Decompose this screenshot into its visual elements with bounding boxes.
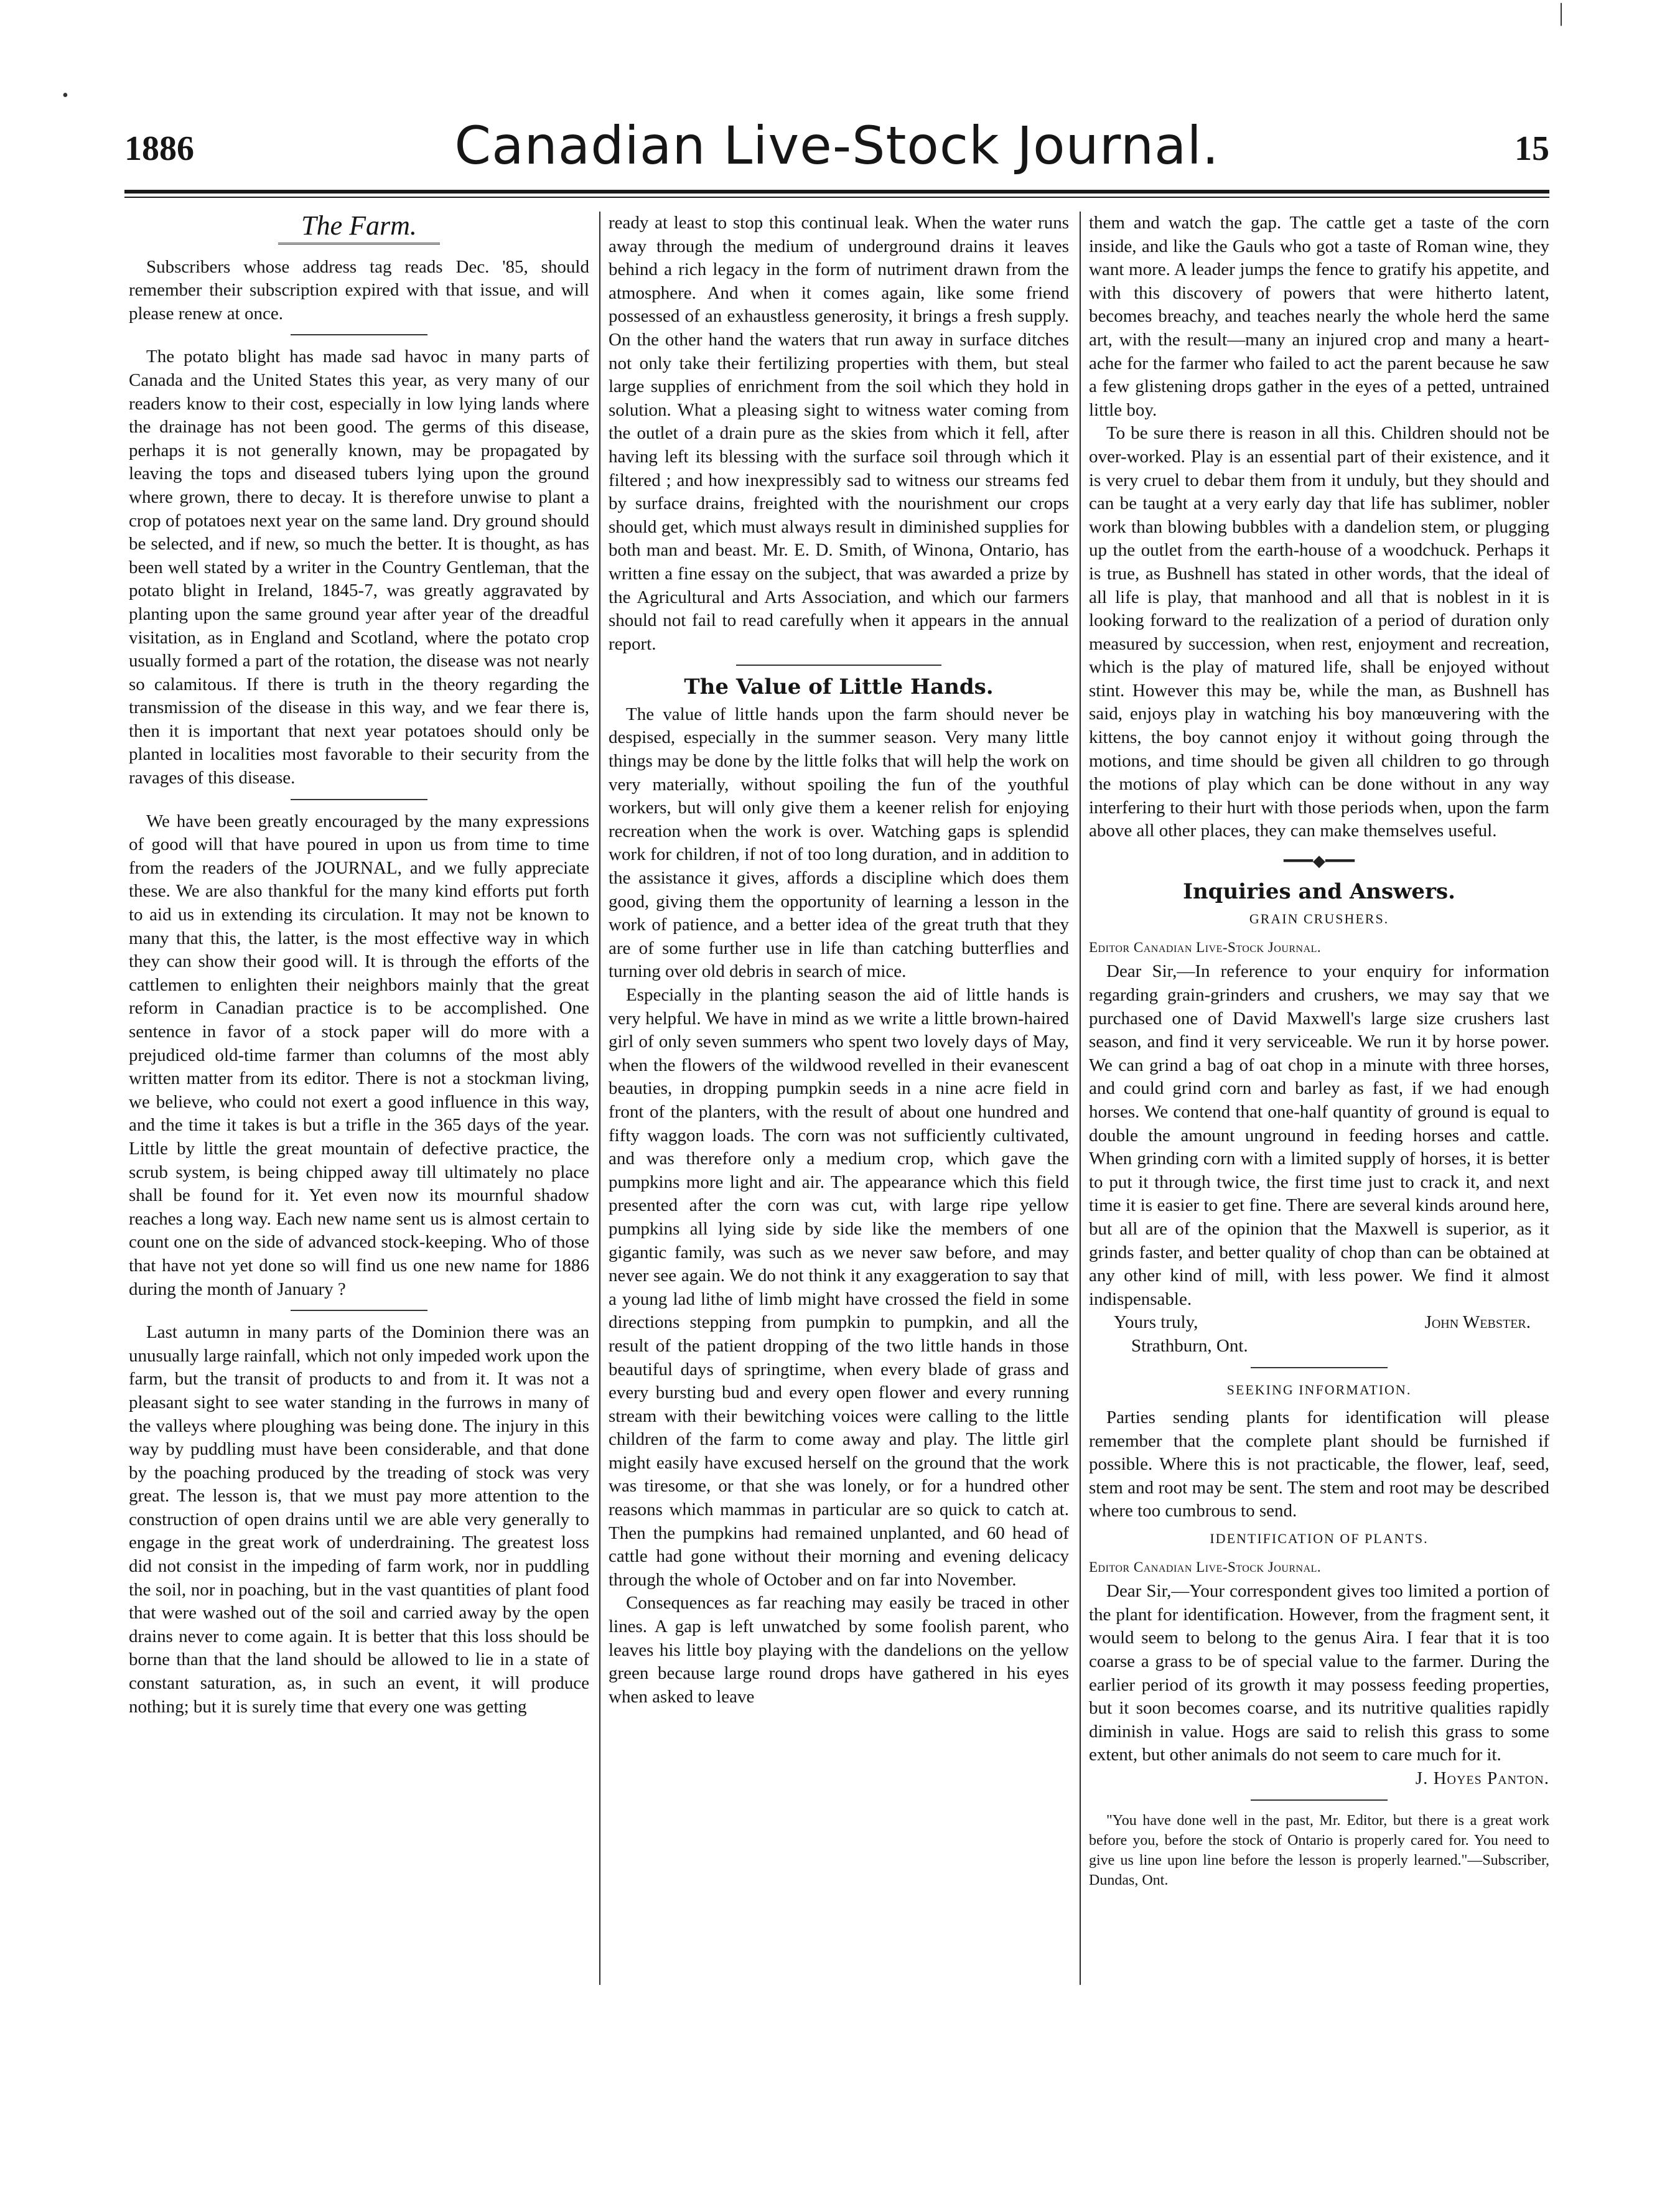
letter-place: Strathburn, Ont. (1131, 1335, 1248, 1356)
journal-title: Canadian Live-Stock Journal. (454, 115, 1220, 176)
signature-line (1089, 1311, 1549, 1335)
section-title: The Farm. (301, 210, 417, 241)
paragraph-rule (291, 334, 427, 335)
paragraph-rule (1251, 1799, 1388, 1801)
letter-closing: Yours truly, (1114, 1312, 1198, 1333)
margin-dot: • (62, 86, 68, 105)
ornament-divider: ━━━◆━━━ (1284, 852, 1355, 870)
page-number: 15 (1515, 129, 1549, 168)
paragraph-rule (291, 799, 427, 800)
heading-little-hands: The Value of Little Hands. (684, 674, 994, 700)
letter-addressee: Editor Canadian Live-Stock Journal. (1089, 939, 1322, 955)
letter-signature: J. Hoyes Panton. (1415, 1768, 1549, 1788)
column-right (1089, 212, 1549, 1890)
column-middle (609, 212, 1069, 1709)
letter-body: Dear Sir,—Your correspondent gives too limited a portion of the plant for identification. However, from the fragment sent, it would seem to belong to the genus Aira. I fear that it is too coarse a grass to be of special value to the farmer. During the earlier period of its growth it may possess feeding properties, but it soon becomes coarse, and its nutritive qualities rapidly diminish in value. Hogs are said to relish this grass to some extent, but other animals do not seem to care much for it. (1089, 1581, 1549, 1765)
article-little-hands-3: Consequences as far reaching may easily be traced in other lines. A gap is left unwatched by some foolish parent, who leaves his little boy playing with the dandelions on the yellow green because large round drops have gathered in his eyes when asked to leave (609, 1593, 1069, 1707)
header-rule (124, 190, 1549, 194)
header-year: 1886 (124, 129, 194, 168)
heading-inquiries: Inquiries and Answers. (1183, 879, 1455, 904)
article-play-reason: To be sure there is reason in all this. Children should not be over-worked. Play is an essential part of their existence, and it is very cruel to debar them from it unduly, but they should and can be taught at a very early day that life has sublimer, nobler work than blowing bubbles with a dandelion stem, or plugging up the outlet from the earth-house of a woodchuck. Perhaps it is true, as Bushnell has stated in other words, that the ideal of all life is play, that manhood and all that is noblest in it is looking forward to the realization of a period of duration only measured by succession, when rest, enjoyment and recreation, which is the play of matured life, shall be enjoyed without stint. However this may be, while the man, as Bushnell has said, enjoys play in watching his boy manœuvering with the kittens, the boy cannot enjoy it without going through the motions, and time should be given all children to go through the motions of play which can be done without in any way interfering to their hurt with those periods when, upon the farm above all other places, they can make themselves useful. (1089, 423, 1549, 841)
paragraph-rule (736, 665, 941, 666)
article-potato-blight: The potato blight has made sad havoc in many parts of Canada and the United States this year, as very many of our readers know to their cost, especially in low lying lands where the drainage has not been good. The germs of this disease, perhaps it is not generally known, may be propagated by leaving the tops and diseased tubers lying upon the ground where grown, there to decay. It is therefore unwise to plant a crop of potatoes next year on the same land. Dry ground should be selected, and if new, so much the better. It is thought, as has been well stated by a writer in the Country Gentleman, that the potato blight in Ireland, 1845-7, was greatly aggravated by planting upon the same ground year after year of the dreadful visitation, as in England and Scotland, where the potato crop usually formed a part of the rotation, the disease was not nearly so calamitous. If there is truth in the theory regarding the transmission of the disease in this way, and we fear there is, then it is important that next year potatoes should only be planted in localities most favorable to their security from the ravages of this disease. (129, 347, 589, 788)
letter-grain-crushers (1089, 960, 1549, 1311)
article-little-hands-continued: them and watch the gap. The cattle get a taste of the corn inside, and like the Gauls who got a taste of Roman wine, they want more. A leader jumps the fence to gratify his appetite, and with this discovery of powers that were hitherto latent, becomes breachy, and teaches nearly the whole herd the same art, with the result—many an injured crop and many a heart-ache for the farmer who failed to act the parent because he saw a few glistening drops gather in the eyes of a petted, untrained little boy. (1089, 213, 1549, 420)
header-rule-thin (124, 197, 1549, 198)
column-left (129, 212, 589, 1719)
letter-addressee: Editor Canadian Live-Stock Journal. (1089, 1559, 1322, 1575)
column-divider (1080, 212, 1081, 1985)
paragraph-rule (291, 1310, 427, 1311)
subhead-identification: IDENTIFICATION OF PLANTS. (1210, 1531, 1429, 1547)
subhead-seeking-information: SEEKING INFORMATION. (1226, 1381, 1412, 1398)
letter-signature: John Webster. (1424, 1312, 1531, 1333)
subhead-grain-crushers: GRAIN CRUSHERS. (1249, 911, 1389, 927)
margin-mark: | (1559, 0, 1564, 26)
page-header (124, 115, 1549, 184)
article-encouragement: We have been greatly encouraged by the many expressions of good will that have poured in upon us from time to time from the readers of the JOURNAL, and we fully appreciate these. We are also thankful for the many kind efforts put forth to aid us in extending its circulation. It may not be known to many that this, the latter, is the most effective way in which they can show their good will. It is through the efforts of the cattlemen to enlighten their neighbors mainly that the great reform in Canadian practice is to be accomplished. One sentence in favor of a stock paper will do more with a prejudiced old-time farmer than columns of the most ably written matter from its editor. There is not a stockman living, we believe, who could not exert a good influence in this way, and the time it takes is but a trifle in the 365 days of the year. Little by little the great mountain of defective practice, the scrub system, is being chipped away till ultimately no place shall be found for it. Yet even now its mournful shadow reaches a long way. Each new name sent us is almost certain to count one on the side of advanced stock-keeping. Who of those that have not yet done so will find us one new name for 1886 during the month of January ? (129, 811, 589, 1299)
letter-body: Dear Sir,—In reference to your enquiry for information regarding grain-grinders and crushers, we may say that we purchased one of David Maxwell's large size crushers last season, and find it very serviceable. We run it by horse power. We can grind a bag of oat chop in a minute with three horses, and could grind corn and barley as fast, if we had enough horses. We contend that one-half quantity of ground is equal to double the amount unground in feeding horses and cattle. When grinding corn with a limited supply of horses, it is better to put it through twice, the first time just to crack it, and next time it is easier to get fine. There are several kinds around here, but all are of the opinion that the Maxwell is superior, as it grinds faster, and better quality of chop than can be obtained at any other kind of mill, with less power. We find it almost indispensable. (1089, 961, 1549, 1309)
article-little-hands-1: The value of little hands upon the farm should never be despised, especially in the summer season. Very many little things may be done by the little folks that will help the work on very materially, without spoiling the fun of the youthful workers, but will only give them a keener relish for enjoying recreation when the work is over. Watching gaps is splendid work for children, if not of too long duration, and in addition to the assistance it gives, affords a discipline which does them good, giving them the opportunity of learning a lesson in the work of patience, and a better idea of the great truth that they are of some further use in life than catching butterflies and turning over old debris in search of mice. (609, 704, 1069, 982)
column-divider (599, 212, 600, 1985)
article-seeking-information: Parties sending plants for identification will please remember that the complete plant should be furnished if possible. Where this is not practicable, the flower, leaf, seed, stem and root may be sent. The stem and root may be described where too cumbrous to send. (1089, 1407, 1549, 1521)
article-little-hands-2: Especially in the planting season the aid of little hands is very helpful. We have in mind as we write a little brown-haired girl of only seven summers who spent two lovely days of May, when the flowers of the wildwood revelled in their evanescent beauties, in dropping pumpkin seeds in a nine acre field in front of the planters, with the result of about one hundred and fifty waggon loads. The corn was not sufficiently cultivated, and was therefore only a medium crop, which gave the pumpkins more light and air. The appearance which this field presented after the corn was cut, with large ripe yellow pumpkins all lying side by side like the members of one gigantic family, was such as we never saw before, and may never see again. We do not think it any exaggeration to say that a young lad lithe of limb might have crossed the field in some directions stepping from pumpkin to pumpkin, and all the result of the patient dropping of the two little hands in those beautiful days of springtime, when every blade of grass and every bursting bud and every open flower and every running stream with their bewitching voices were calling to the little children of the farm to come away and play. The little girl might easily have excused herself on the ground that the work was tiresome, or that she was lonely, or for a hundred other reasons which mammas in particular are so quick to catch at. Then the pumpkins had remained unplanted, and 60 head of cattle had gone without their morning and evening delicacy through the whole of October and on far into November. (609, 985, 1069, 1590)
article-drainage-continued: ready at least to stop this continual leak. When the water runs away through the medium of underground drains it leaves behind a rich legacy in the form of nutriment drawn from the atmosphere. And when it comes again, like some friend possessed of an exhaustless generosity, it brings a fresh supply. On the other hand the waters that run away in surface ditches not only take their fertilizing properties with them, but steal large supplies of enrichment from the soil which they hold in solution. What a pleasing sight to witness water coming from the outlet of a drain pure as the skies from which it fell, after having left its blessing with the surface soil through which it filtered ; and how inexpressibly sad to witness our streams fed by surface drains, freighted with the nourishment our crops should get, which must always result in diminished supplies for both man and beast. Mr. E. D. Smith, of Winona, Ontario, has written a fine essay on the subject, that was awarded a prize by the Agricultural and Arts Association, and which our farmers should not fail to read carefully when it appears in the annual report. (609, 213, 1069, 654)
paragraph-rule (1251, 1367, 1388, 1368)
article-drainage: Last autumn in many parts of the Dominion there was an unusually large rainfall, which not only impeded work upon the farm, but the transit of products to and from it. It was not a pleasant sight to see water standing in the furrows in many of the valleys where ploughing was being done. The injury in this way by puddling must have been considerable, and that done by the poaching produced by the treading of stock was very great. The lesson is, that we must pay more attention to the construction of open drains until we are able very generally to engage in the great work of underdraining. The greatest loss did not consist in the impeding of farm work, nor in puddling the soil, nor in poaching, but in the vast quantities of plant food that were washed out of the soil and carried away by the open drains never to come again. It is better that this loss should be borne than that the land should be allowed to lie in a state of constant saturation, as, in such an event, it will produce nothing; but it is surely time that every one was getting (129, 1322, 589, 1717)
subscription-notice: Subscribers whose address tag reads Dec. '85, should remember their subscription expired with that issue, and will please renew at once. (129, 256, 589, 324)
section-rule (278, 243, 440, 245)
letter-identification (1089, 1580, 1549, 1767)
subscriber-quote: "You have done well in the past, Mr. Editor, but there is a great work before you, before the stock of Ontario is properly cared for. You need to give us line upon line before the lesson is properly learned."—Subscriber, Dundas, Ont. (1089, 1812, 1549, 1888)
